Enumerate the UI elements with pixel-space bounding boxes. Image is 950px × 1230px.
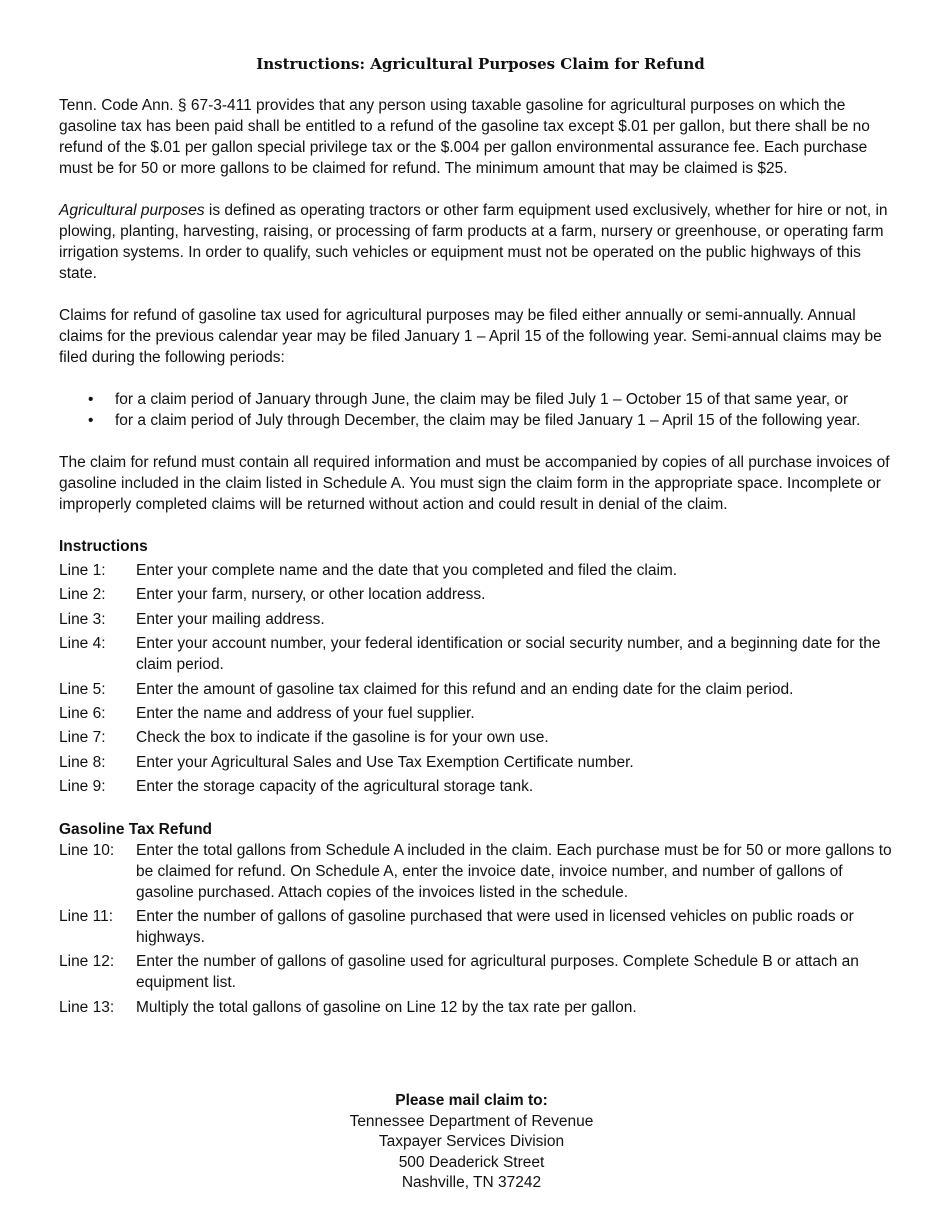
refund-row: Line 11: Enter the number of gallons of gasoline purchased that were used in licensed vehicles on public roads or highways. bbox=[59, 907, 854, 946]
mail-line: 500 Deaderick Street bbox=[398, 1153, 545, 1171]
instruction-row: Line 2: Enter your farm, nursery, or other location address. bbox=[59, 586, 486, 604]
list-item: • for a claim period of July through December, the claim may be filed January 1 – April 15 of the following year. bbox=[88, 412, 861, 429]
instructions-heading: Instructions bbox=[59, 538, 148, 555]
page-title: Instructions: Agricultural Purposes Claim for Refund bbox=[256, 55, 705, 73]
refund-list bbox=[59, 840, 902, 1018]
requirements-paragraph: The claim for refund must contain all required information and must be accompanied by copies of all purchase invoices of gasoline included in the claim listed in Schedule A. You must sign the claim form in the appropriate space. Incomplete or improperly completed claims will be returned without action and could result in denial of the claim. bbox=[59, 454, 890, 513]
list-item: • for a claim period of January through June, the claim may be filed July 1 – October 15 of that same year, or bbox=[88, 391, 849, 408]
instructions-list bbox=[59, 560, 902, 797]
bullet-icon: • bbox=[88, 391, 94, 408]
instruction-row: Line 6: Enter the name and address of your fuel supplier. bbox=[59, 704, 475, 722]
bullet-icon: • bbox=[88, 412, 94, 429]
instruction-row: Line 7: Check the box to indicate if the gasoline is for your own use. bbox=[59, 729, 549, 747]
instruction-row: Line 1: Enter your complete name and the date that you completed and filed the claim. bbox=[59, 562, 678, 579]
mailing-address-block bbox=[0, 1091, 943, 1194]
instruction-row: Line 4: Enter your account number, your federal identification or social security number, and a beginning date for the claim period. bbox=[59, 635, 881, 674]
mail-line: Tennessee Department of Revenue bbox=[349, 1112, 594, 1130]
mail-line: Taxpayer Services Division bbox=[378, 1133, 565, 1150]
refund-row: Line 13: Multiply the total gallons of gasoline on Line 12 by the tax rate per gallon. bbox=[59, 998, 637, 1016]
refund-heading: Gasoline Tax Refund bbox=[59, 820, 213, 838]
document-page bbox=[59, 50, 902, 1021]
instruction-row: Line 9: Enter the storage capacity of the agricultural storage tank. bbox=[59, 778, 534, 796]
definition-paragraph bbox=[59, 200, 902, 284]
intro-paragraph: Tenn. Code Ann. § 67-3-411 provides that any person using taxable gasoline for agricultural purposes on which the gasoline tax has been paid shall be entitled to a refund of the gasoline tax except $.01 per gallon, but there shall be no refund of the $.01 per gallon special privilege tax or the $.004 per gallon environmental assurance fee. Each purchase must be for 50 or more gallons to be claimed for refund. The minimum amount that may be claimed is $25. bbox=[59, 97, 870, 177]
instruction-row: Line 5: Enter the amount of gasoline tax claimed for this refund and an ending date for the claim period. bbox=[59, 680, 794, 698]
definition-text: is defined as operating tractors or other farm equipment used exclusively, whether for hire or not, in plowing, planting, harvesting, raising, or processing of farm products at a farm, nursery or greenhouse, or operating farm irrigation systems. In order to qualify, such vehicles or equipment must not be operated on the public highways of this state. bbox=[59, 202, 888, 282]
filing-periods-paragraph: Claims for refund of gasoline tax used for agricultural purposes may be filed either annually or semi-annually. Annual claims for the previous calendar year may be filed January 1 – April 15 of the following year. Semi-annual claims may be filed during the following periods: bbox=[59, 307, 882, 366]
refund-row: Line 10: Enter the total gallons from Schedule A included in the claim. Each purchase must be for 50 or more gallons to be claimed for refund. On Schedule A, enter the invoice date, invoice number, and number of gallons of gasoline purchased. Attach copies of the invoices listed in the schedule. bbox=[59, 841, 892, 901]
instruction-row: Line 8: Enter your Agricultural Sales and Use Tax Exemption Certificate number. bbox=[59, 753, 634, 771]
filing-periods-list bbox=[59, 389, 902, 431]
mail-heading: Please mail claim to: bbox=[395, 1092, 548, 1109]
instruction-row: Line 3: Enter your mailing address. bbox=[59, 610, 325, 628]
refund-row: Line 12: Enter the number of gallons of gasoline used for agricultural purposes. Complete Schedule B or attach an equipment list. bbox=[59, 953, 859, 992]
mail-line: Nashville, TN 37242 bbox=[401, 1174, 542, 1191]
definition-term: Agricultural purposes bbox=[59, 202, 205, 219]
